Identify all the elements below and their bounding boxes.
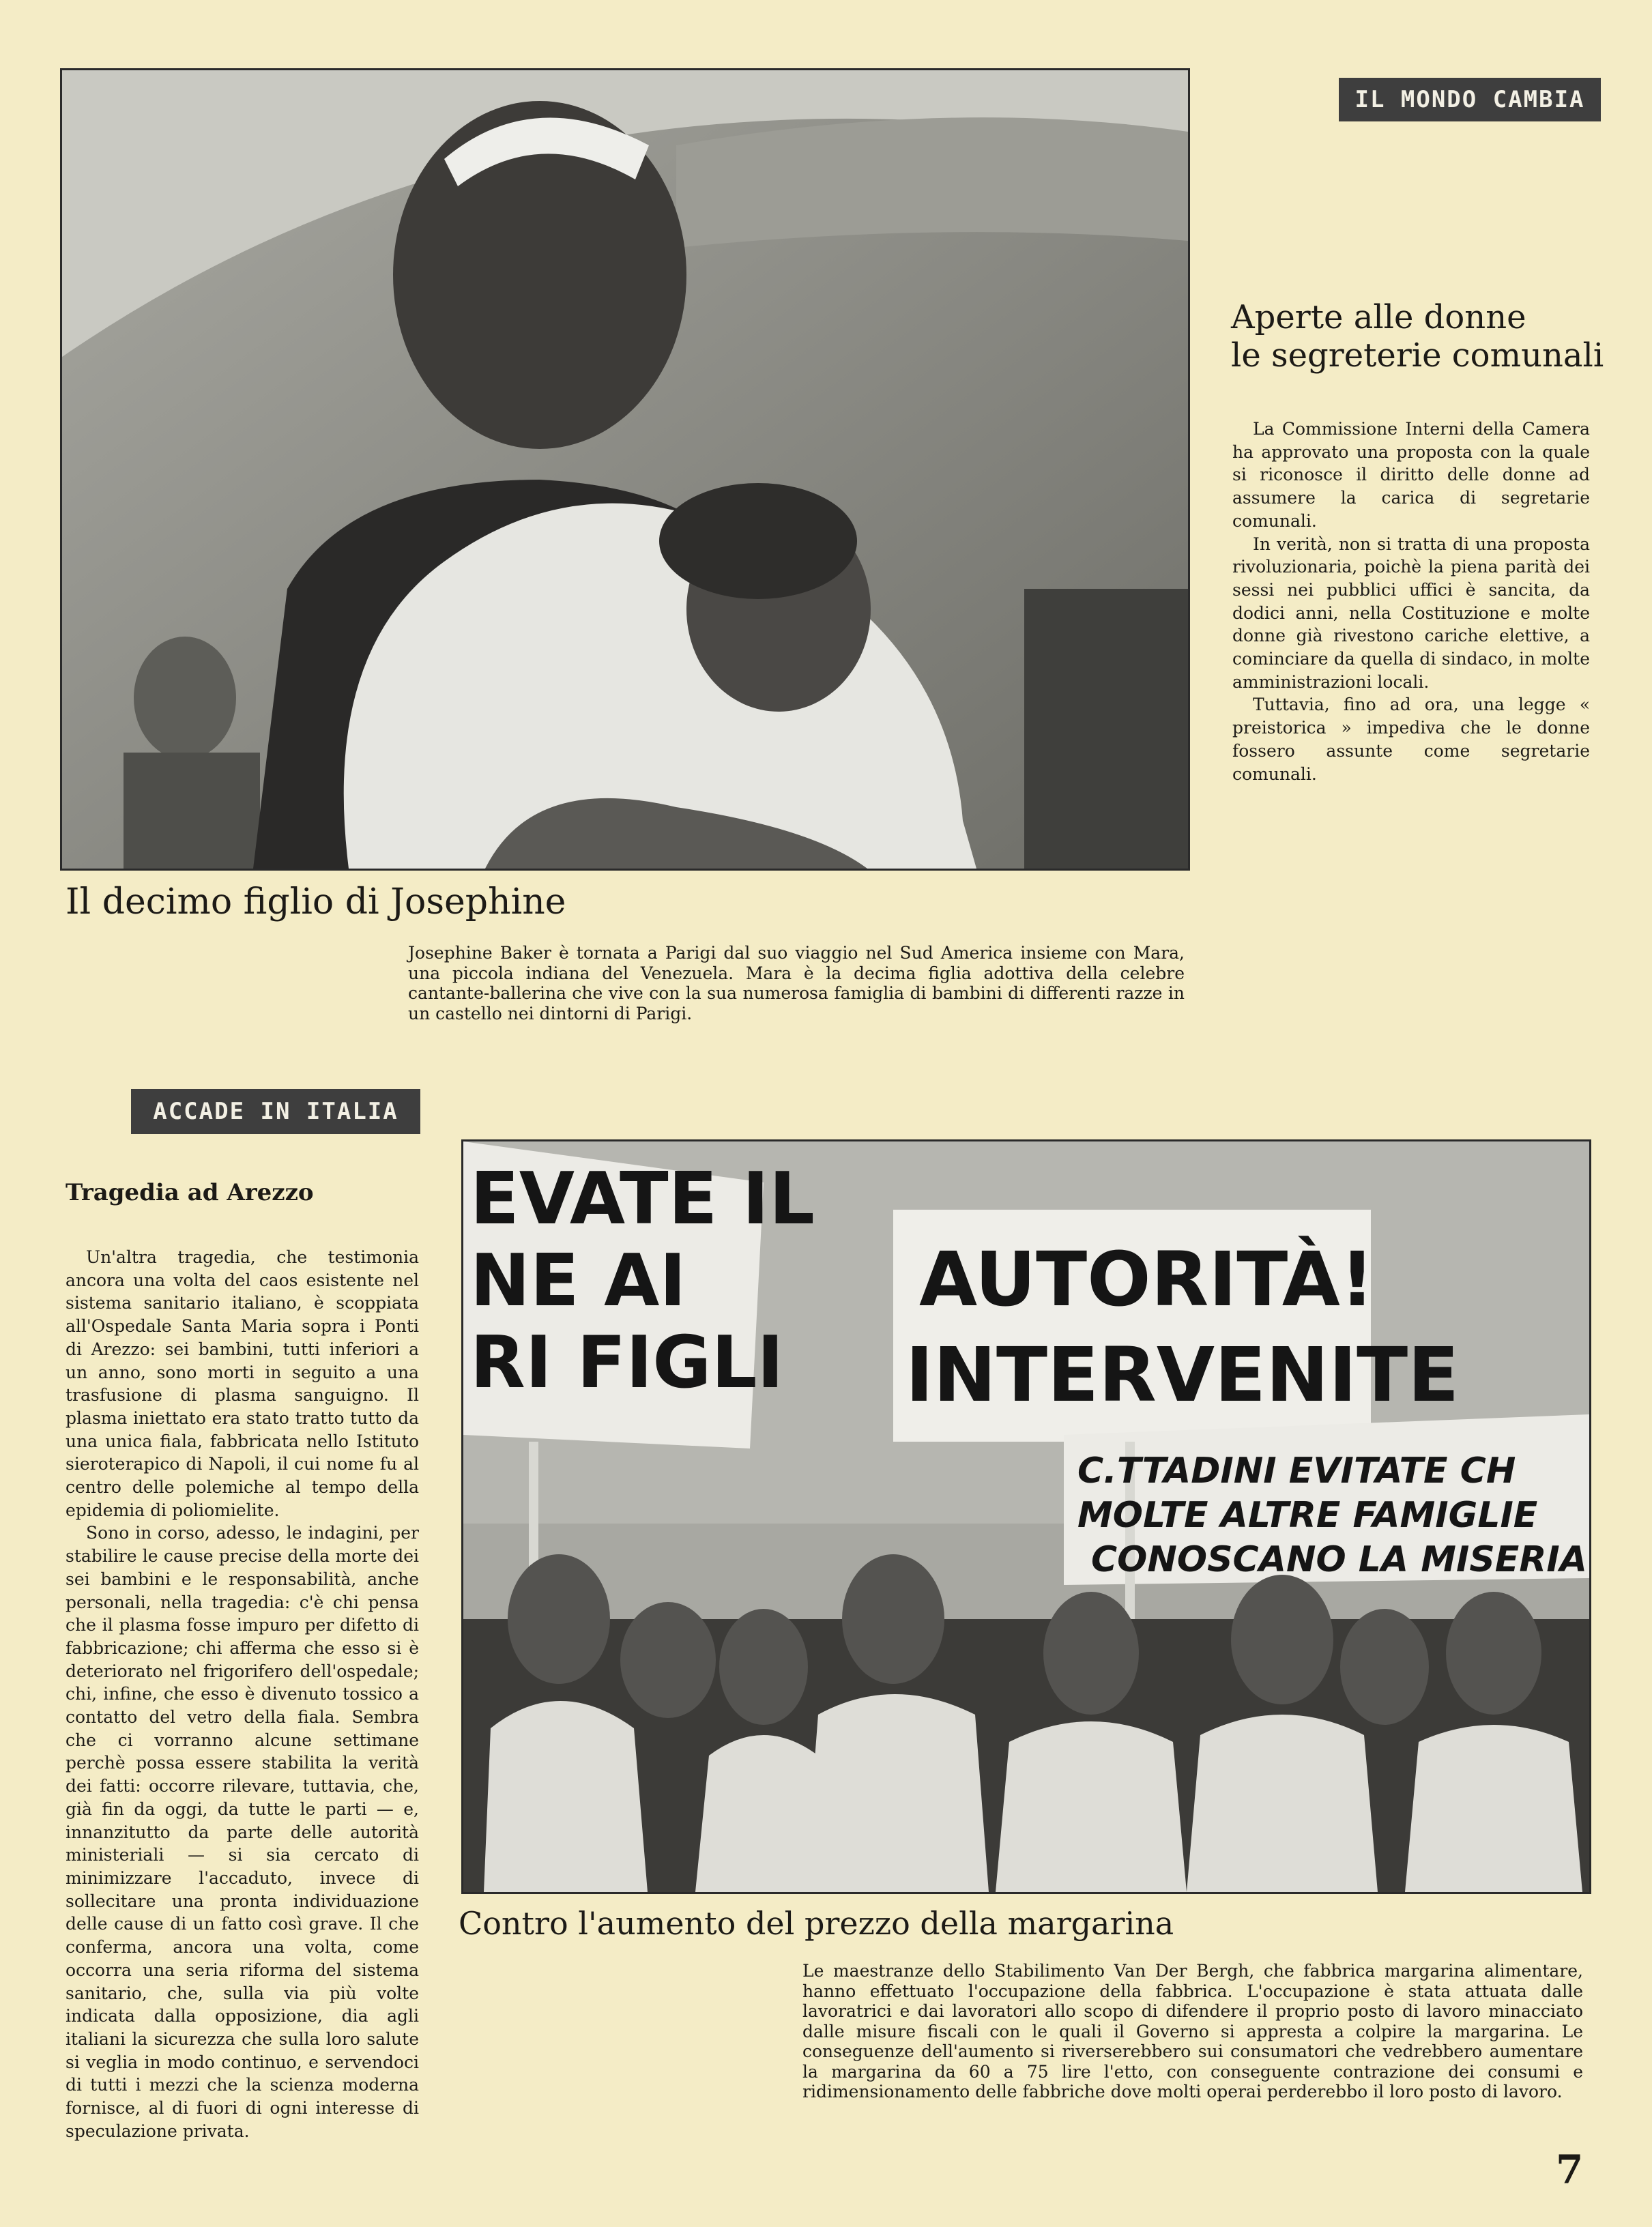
sign-center-line-2: INTERVENITE	[905, 1331, 1460, 1418]
paragraph: Tuttavia, fino ad ora, una legge « preistorica » impediva che le donne fossero assunte come segretarie comunali.	[1232, 695, 1590, 784]
caption-margarina: Le maestranze dello Stabilimento Van Der Bergh, che fabbrica margarina alimentare, hanno effettuato l'occupazione della fabbrica. L'occupazione è stata attuata dalle lavoratrici e dai lavoratori allo scopo di difendere il proprio posto di lavoro minacciato dalle misure fiscali con le quali il Governo si appresta a colpire la margarina. Le conseguenze dell'aumento si riverserebbero sui consumatori che vedrebbero aumentare la margarina da 60 a 75 lire l'etto, con conseguente contrazione dei consumi e ridimensionamento delle fabbriche dove molti operai perderebbo il loro posto di lavoro.	[802, 1961, 1583, 2101]
paragraph: Sono in corso, adesso, le indagini, per stabilire le cause precise della morte dei sei bambini e le responsabilità, anche personali, nella tragedia: c'è chi pensa che il plasma fosse impuro per difetto di fabbricazione; chi afferma che esso si è deteriorato nel frigorifero dell'ospedale; chi, infine, che esso è divenuto tossico a contatto del vetro della fiala. Sembra che ci vorranno alcune settimane perchè possa essere stabilita la verità dei fatti: occorre rilevare, tuttavia, che, già fin da oggi, da tutte le parti — e, innanzitutto da parte delle autorità ministeriali — si sia cercato di minimizzare l'accaduto, invece di sollecitare una pronta individuazione delle cause di un fatto così grave. Il che conferma, ancora una volta, come occorra una seria riforma del sistema sanitario, che, sulla via più volte indicata dalla opposizione, dia agli italiani la sicurezza che sulla loro salute si veglia in modo continuo, e servendoci di tutti i mezzi che la scienza moderna fornisce, al di fuori di ogni interesse di speculazione privata.	[66, 1523, 419, 2141]
photo-woman-holding-baby-icon	[62, 70, 1188, 869]
photo-protest-women-icon	[463, 1141, 1589, 1892]
headline-segreterie	[1231, 298, 1604, 375]
headline-josephine: Il decimo figlio di Josephine	[66, 882, 566, 922]
photo-josephine-baker	[60, 68, 1190, 871]
sign-center-line-1: AUTORITÀ!	[919, 1236, 1375, 1323]
sign-left-line-1: EVATE IL	[470, 1157, 815, 1240]
photo-margarine-protest	[461, 1139, 1591, 1894]
paragraph: In verità, non si tratta di una proposta rivoluzionaria, poichè la piena parità dei sessi nei pubblici uffici è sancita, da dodici anni, nella Costituzione e molte donne già rivestono cariche elettive, a cominciare da quella di sindaco, in molte amministrazioni locali.	[1232, 534, 1590, 692]
sign-right-line-1: C.TTADINI EVITATE CH	[1077, 1451, 1516, 1491]
headline-margarina: Contro l'aumento del prezzo della margarina	[459, 1905, 1174, 1942]
section-label-il-mondo-cambia: IL MONDO CAMBIA	[1339, 78, 1601, 121]
paragraph: La Commissione Interni della Camera ha approvato una proposta con la quale si riconosce il diritto delle donne ad assumere la carica di segretarie comunali.	[1232, 419, 1590, 531]
sign-right-line-3: CONOSCANO LA MISERIA	[1091, 1539, 1587, 1580]
page-number: 7	[1556, 2146, 1584, 2193]
caption-josephine: Josephine Baker è tornata a Parigi dal suo viaggio nel Sud America insieme con Mara, una piccola indiana del Venezuela. Mara è la decima figlia adottiva della celebre cantante-ballerina che vive con la sua numerosa famiglia di bambini di differenti razze in un castello nei dintorni di Parigi.	[408, 943, 1185, 1023]
sign-right-line-2: MOLTE ALTRE FAMIGLIE	[1077, 1495, 1538, 1536]
headline-line-2: le segreterie comunali	[1231, 336, 1604, 375]
section-label-accade-in-italia: ACCADE IN ITALIA	[131, 1089, 420, 1134]
sign-left-line-3: RI FIGLI	[470, 1321, 784, 1404]
paragraph: Un'altra tragedia, che testimonia ancora una volta del caos esistente nel sistema sanitario italiano, è scoppiata all'Ospedale Santa Maria sopra i Ponti di Arezzo: sei bambini, tutti inferiori a un anno, sono morti in seguito a una trasfusione di plasma sanguigno. Il plasma iniettato era stato tratto tutto da una unica fiala, fabbricata nello Istituto sieroterapico di Napoli, il cui nome fu al centro delle polemiche al tempo della epidemia di poliomielite.	[66, 1247, 419, 1520]
headline-line-1: Aperte alle donne	[1231, 298, 1526, 336]
headline-tragedia-arezzo: Tragedia ad Arezzo	[66, 1179, 314, 1206]
sign-left-line-2: NE AI	[470, 1239, 686, 1322]
article-arezzo-body	[66, 1246, 419, 2142]
article-segreterie-body	[1232, 418, 1590, 785]
